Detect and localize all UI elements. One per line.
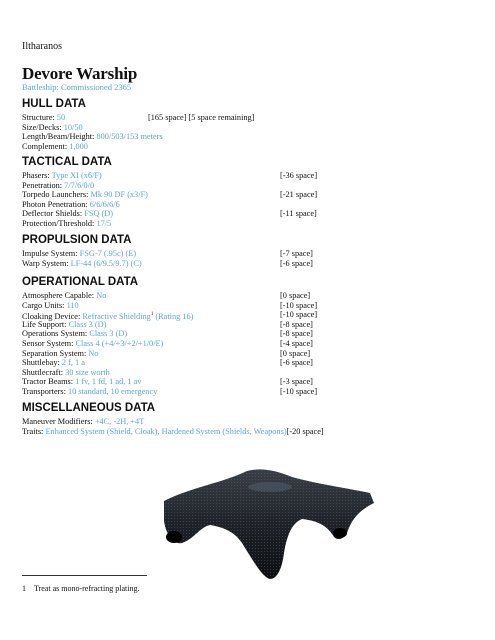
shuttlebay-row: Shuttlebay: 2 f, 1 a [-6 space] — [22, 358, 313, 368]
footnote-number: 1 — [22, 584, 26, 593]
hull-heading: HULL DATA — [22, 98, 86, 110]
warp-row: Warp System: LF-44 (6/9.5/9.7) (C) [-6 space] — [22, 258, 313, 268]
transporter-row: Transporters: 10 standard, 10 emergency [-10 space] — [22, 386, 318, 396]
penetration-row: Penetration: 7/7/6/0/0 — [22, 180, 95, 190]
protection-row: Protection/Threshold: 17/5 — [22, 218, 112, 228]
tactical-heading: TACTICAL DATA — [22, 156, 112, 168]
cargo-row: Cargo Units: 110 [-10 space] — [22, 300, 318, 310]
operations-row: Operations System: Class 3 (D) [-8 space] — [22, 329, 313, 339]
photon-row: Photon Penetration: 6/6/6/6/6 — [22, 199, 120, 209]
complement-row: Complement: 1,000 — [22, 141, 88, 151]
cloak-row: Cloaking Device: Refractive Shielding$^1$ (Rating 16) [-10 space] — [22, 310, 318, 321]
footnote — [22, 584, 139, 593]
life-support-row: Life Support: Class 3 (D) [-8 space] — [22, 319, 313, 329]
deflector-row: Deflector Shields: FSQ (D) [-11 space] — [22, 209, 317, 219]
structure-note: [165 space] [5 space remaining] — [148, 113, 255, 122]
footnote-rule — [22, 575, 147, 576]
footnote-ref[interactable]: 1 — [150, 312, 154, 318]
page-title: Devore Warship — [22, 64, 138, 83]
subtitle: Battleship: Commissioned 2365 — [22, 82, 132, 92]
footnote-text: Treat as mono-refracting plating. — [34, 584, 140, 593]
faction-name: Iltharanos — [22, 41, 62, 52]
structure-row: Structure: 50 [165 space] [5 space remaining] — [22, 113, 255, 122]
maneuver-row: Maneuver Modifiers: +4C, -2H, +4T — [22, 417, 145, 426]
warship-image — [152, 463, 382, 583]
atmosphere-row: Atmosphere Capable: No [0 space] — [22, 291, 311, 300]
hull-section — [22, 98, 482, 151]
tactical-section — [22, 156, 482, 229]
separation-row: Separation System: No [0 space] — [22, 348, 311, 358]
misc-heading: MISCELLANEOUS DATA — [22, 402, 156, 414]
sensor-row: Sensor System: Class 4 (+4/+3/+2/+1/0/E) [-4 space] — [22, 338, 313, 348]
traits-row: Traits: Enhanced System (Shield, Cloak), Hardened System (Shields, Weapons)[-20 space] — [22, 426, 324, 436]
phasers-row: Phasers: Type XI (x6/F) [-36 space] — [22, 171, 318, 180]
propulsion-heading: PROPULSION DATA — [22, 234, 132, 246]
torpedo-row: Torpedo Launchers: Mk 90 DF (x3/F) [-21 space] — [22, 190, 318, 200]
operational-section — [22, 276, 482, 397]
structure-value: 50 — [56, 113, 66, 122]
size-row: Size/Decks: 10/50 — [22, 122, 83, 132]
impulse-row: Impulse System: FSG-7 (.95c) (E) [-7 space] — [22, 249, 313, 258]
operational-heading: OPERATIONAL DATA — [22, 276, 139, 288]
misc-section — [22, 402, 482, 436]
propulsion-section — [22, 234, 482, 268]
lbh-row: Length/Beam/Height: 800/503/153 meters — [22, 132, 163, 142]
shuttlecraft-row: Shuttlecraft: 30 size worth — [22, 367, 110, 377]
tractor-row: Tractor Beams: 1 fv, 1 fd, 1 ad, 1 av [-3 space] — [22, 377, 313, 387]
